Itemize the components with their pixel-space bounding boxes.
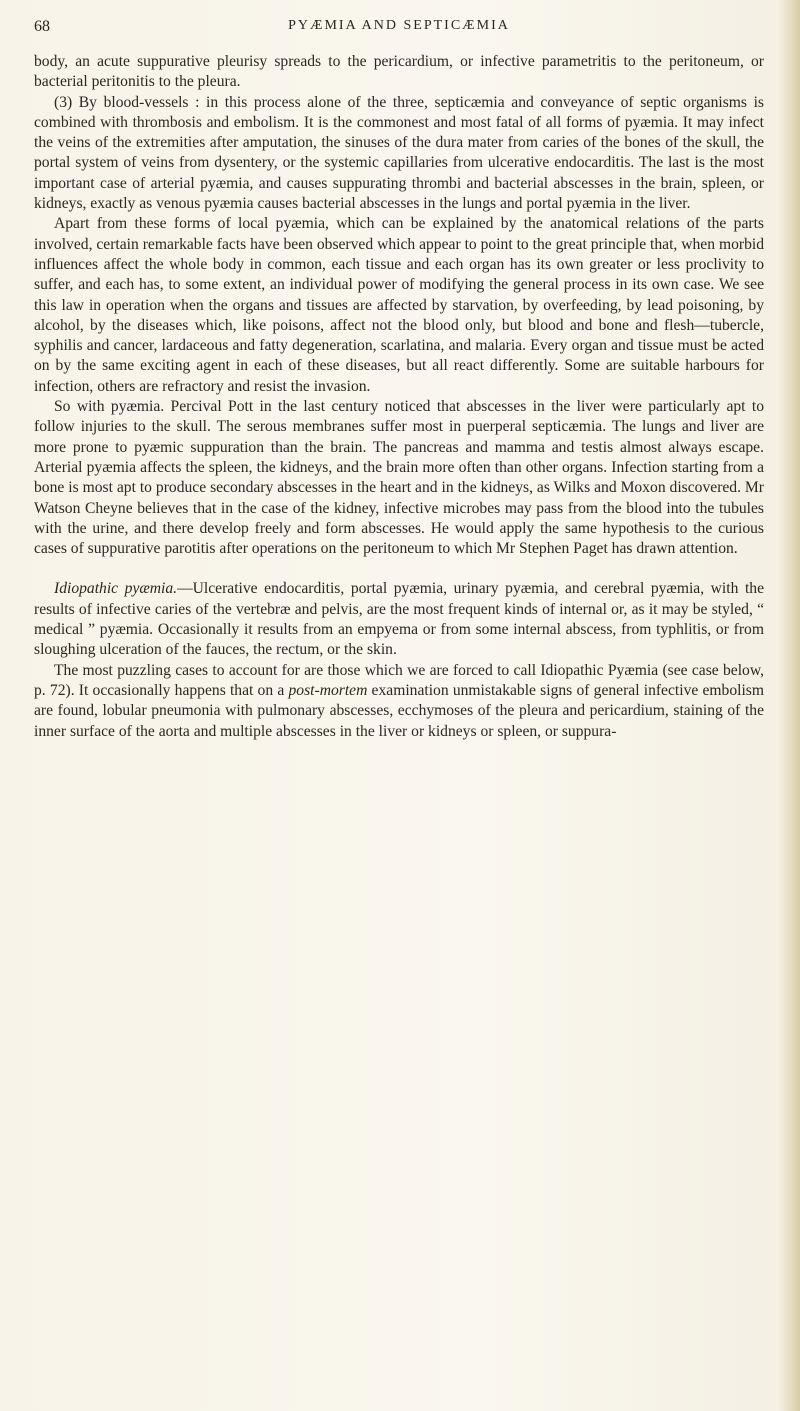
running-head: PYÆMIA AND SEPTICÆMIA [288, 18, 510, 33]
body-text [34, 52, 764, 742]
page-header [34, 18, 764, 44]
idiopathic-text: —Ulcerative endocarditis, portal pyæmia, urinary pyæmia, and cerebral pyæmia, with the results of infective caries of the vertebræ and pelvis, are the most frequent kinds of internal or, as it may be styled, “ medical ” pyæmia. Occasionally it results from an empyema or from some internal abscess, from typhlitis, or from sloughing ulceration of the fauces, the rectum, or the skin. [34, 580, 764, 659]
puzzling-text-end: examination unmistakable signs of general infective embolism are found, lobular pneumonia with pulmonary abscesses, ecchymoses of the pleura and pericardium, staining of the inner surface of the aorta and multiple abscesses in the liver or kidneys or spleen, or suppura- [34, 681, 764, 740]
paragraph-continuation: body, an acute suppurative pleurisy spreads to the pericardium, or infective parametritis to the peritoneum, or bacterial peritonitis to the pleura. [34, 53, 764, 91]
post-mortem-term: post-mortem [288, 681, 368, 699]
page-number: 68 [34, 18, 50, 35]
paragraph-pott: So with pyæmia. Percival Pott in the last century noticed that abscesses in the liver were particularly apt to follow injuries to the skull. The serous membranes suffer most in puerperal septicæmia. The lungs and liver are more prone to pyæmic suppuration than the brain. The pancreas and mamma and testis almost always escape. Arterial pyæmia affects the spleen, the kidneys, and the brain more often than other organs. Infection starting from a bone is most apt to produce secondary abscesses in the heart and in the kidneys, as Wilks and Moxon discovered. Mr Watson Cheyne believes that in the case of the kidney, infective microbes may pass from the blood into the tubules with the urine, and there develop freely and form abscesses. He would apply the same hypothesis to the curious cases of suppurative parotitis after operations on the peritoneum to which Mr Stephen Paget has drawn attention. [34, 398, 764, 558]
page-edge-shadow [778, 0, 800, 1411]
paragraph-blood-vessels: (3) By blood-vessels : in this process alone of the three, septicæmia and conveyance of septic organisms is combined with thrombosis and embolism. It is the commonest and most fatal of all forms of pyæmia. It may infect the veins of the extremities after amputation, the sinuses of the dura mater from caries of the bones of the skull, the portal system of veins from dysentery, or the systemic capillaries from ulcerative endocarditis. The last is the most important case of arterial pyæmia, and causes suppurating thrombi and bacterial abscesses in the brain, spleen, or kidneys, exactly as venous pyæmia causes bacterial abscesses in the lungs and portal pyæmia in the liver. [34, 93, 764, 213]
paragraph-idiopathic [34, 579, 764, 660]
paragraph-puzzling-cases [34, 661, 764, 742]
puzzling-text-start: The most puzzling cases to account for are those which we are forced to call Idiopathic Pyæmia (see case below, p. 72). It occasionally happens that on a [34, 661, 764, 699]
idiopathic-heading: Idiopathic pyæmia. [54, 580, 178, 598]
paragraph-local-pyaemia: Apart from these forms of local pyæmia, which can be explained by the anatomical relations of the parts involved, certain remarkable facts have been observed which appear to point to the great principle that, when morbid influences affect the whole body in common, each tissue and each organ has its own greater or less proclivity to suffer, and each has, to some extent, an individual power of modifying the general process in its own case. We see this law in operation when the organs and tissues are affected by starvation, by overfeeding, by lead poisoning, by alcohol, by the diseases which, like poisons, affect not the blood only, but blood and bone and flesh—tubercle, syphilis and cancer, lardaceous and fatty degeneration, scarlatina, and malaria. Every organ and tissue must be acted on by the same exciting agent in each of these diseases, but all react differently. Some are suitable harbours for infection, others are refractory and resist the invasion. [34, 215, 764, 395]
